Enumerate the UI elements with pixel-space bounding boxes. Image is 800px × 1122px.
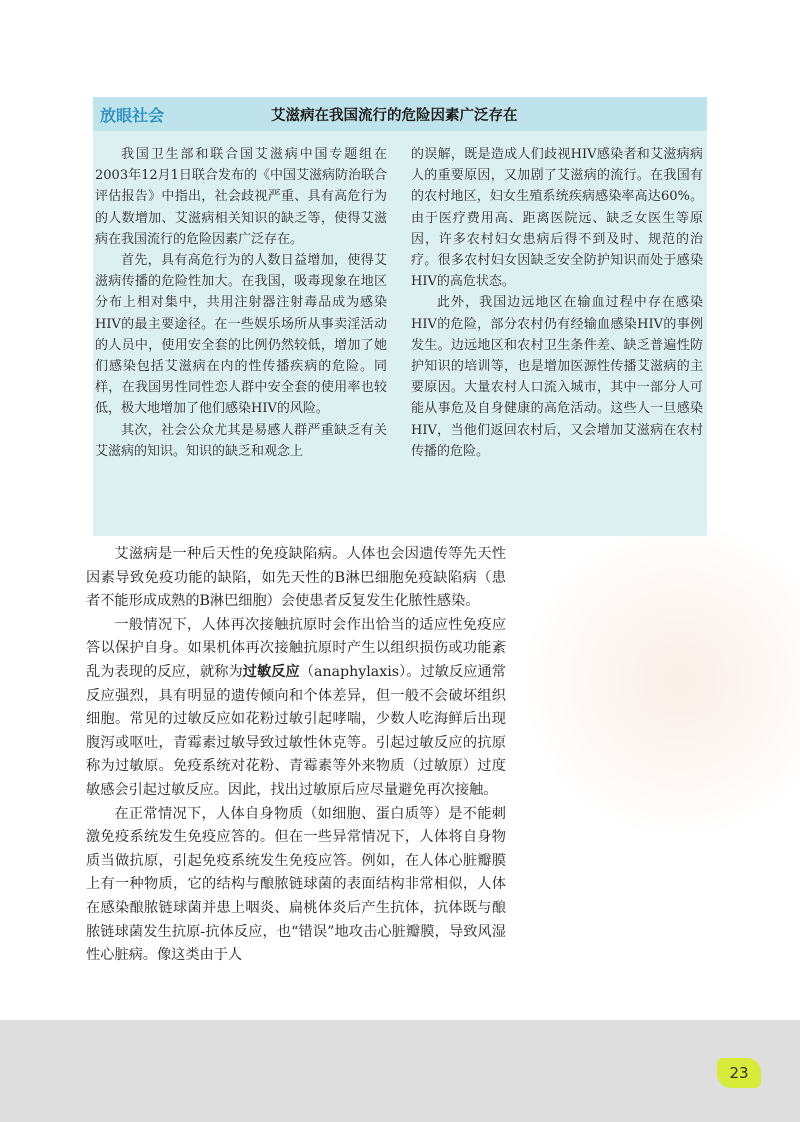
page-number-badge	[717, 1058, 761, 1088]
sidebar-paragraph: 我国卫生部和联合国艾滋病中国专题组在2003年12月1日联合发布的《中国艾滋病防治联合评估报告》中指出，社会歧视严重、具有高危行为的人数增加、艾滋病相关知识的缺乏等，使得艾滋病在我国流行的危险因素广泛存在。	[95, 147, 387, 247]
page-number: 23	[729, 1064, 749, 1082]
sidebar-paragraph: 此外，我国边远地区在输血过程中存在感染HIV的危险，部分农村仍有经输血感染HIV的事例发生。边远地区和农村卫生条件差、缺乏普遍性防护知识的培训等，也是增加医源性传播艾滋病的主要原因。大量农村人口流入城市，其中一部分人可能从事危及自身健康的高危活动。这些人一旦感染HIV，当他们返回农村后，又会增加艾滋病在农村传播的危险。	[411, 295, 703, 459]
sidebar-right-column	[411, 144, 703, 462]
sidebar-paragraph: 首先，具有高危行为的人数日益增加，使得艾滋病传播的危险性加大。在我国，吸毒现象在地区分布上相对集中，共用注射器注射毒品成为感染HIV的最主要途径。在一些娱乐场所从事卖淫活动的人员中，使用安全套的比例仍然较低，增加了她们感染包括艾滋病在内的性传播疾病的危险。同样，在我国男性同性恋人群中安全套的使用率也较低，极大地增加了他们感染HIV的风险。	[95, 253, 387, 417]
sidebar-paragraph: 其次，社会公众尤其是易感人群严重缺乏有关艾滋病的知识。知识的缺乏和观念上	[95, 422, 387, 459]
body-text: 一般情况下，人体再次接触抗原时会作出恰当的适应性免疫应答以保护自身。如果机体再次接触抗原时产生以组织损伤或功能紊乱为表现的反应，就称为	[86, 616, 506, 680]
sidebar-header	[93, 97, 707, 131]
main-body	[86, 543, 506, 968]
sidebar-box	[93, 97, 707, 536]
sidebar-title: 艾滋病在我国流行的危险因素广泛存在	[271, 108, 518, 124]
footer-band	[0, 1020, 800, 1122]
body-paragraph: 艾滋病是一种后天性的免疫缺陷病。人体也会因遗传等先天性因素导致免疫功能的缺陷，如先天性的B淋巴细胞免疫缺陷病（患者不能形成成熟的B淋巴细胞）会使患者反复发生化脓性感染。	[86, 546, 506, 610]
background-watermark	[520, 520, 800, 840]
body-paragraph: 在正常情况下，人体自身物质（如细胞、蛋白质等）是不能刺激免疫系统发生免疫应答的。但在一些异常情况下，人体将自身物质当做抗原，引起免疫系统发生免疫应答。例如，在人体心脏瓣膜上有一种物质，它的结构与酿脓链球菌的表面结构非常相似，人体在感染酿脓链球菌并患上咽炎、扁桃体炎后产生抗体，抗体既与酿脓链球菌发生抗原-抗体反应，也“错误”地攻击心脏瓣膜，导致风湿性心脏病。像这类由于人	[86, 805, 506, 964]
sidebar-tag: 放眼社会	[100, 106, 165, 125]
key-term: 过敏反应	[242, 663, 300, 680]
sidebar-paragraph: 的误解，既是造成人们歧视HIV感染者和艾滋病病人的重要原因，又加剧了艾滋病的流行。在我国有的农村地区，妇女生殖系统疾病感染率高达60%。由于医疗费用高、距离医院远、缺乏女医生等原因，许多农村妇女患病后得不到及时、规范的治疗。很多农村妇女因缺乏安全防护知识而处于感染HIV的高危状态。	[411, 147, 703, 290]
sidebar-left-column	[95, 144, 387, 462]
body-text: （anaphylaxis）。过敏反应通常反应强烈，具有明显的遗传倾向和个体差异，但一般不会破坏组织细胞。常见的过敏反应如花粉过敏引起哮喘，少数人吃海鲜后出现腹泻或呕吐，青霉素过敏导致过敏性休克等。引起过敏反应的抗原称为过敏原。免疫系统对花粉、青霉素等外来物质（过敏原）过度敏感会引起过敏反应。因此，找出过敏原后应尽量避免再次接触。	[86, 663, 506, 798]
body-paragraph	[86, 614, 506, 803]
